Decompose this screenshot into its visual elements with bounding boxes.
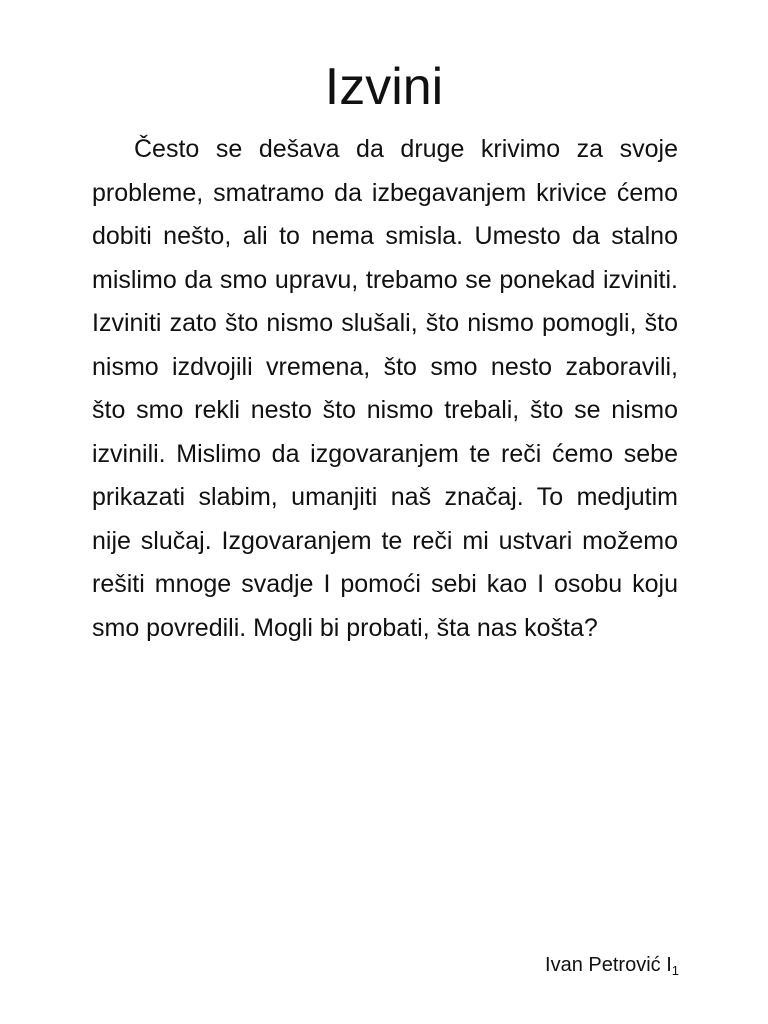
author-subscript: 1: [671, 963, 679, 978]
page-title: Izvini: [324, 58, 444, 116]
author-name: Ivan Petrović I: [545, 954, 672, 976]
body-paragraph: Često se dešava da druge krivimo za svoje probleme, smatramo da izbegavanjem krivice ćemo dobiti nešto, ali to nema smisla. Umesto da stalno mislimo da smo upravu, trebamo se ponekad izviniti. Izviniti zato što nismo slušali, što nismo pomogli, što nismo izdvojili vremena, što smo nesto zaboravili, što smo rekli nesto što nismo trebali, što se nismo izvinili. Mislimo da izgovaranjem te reči ćemo sebe prikazati slabim, umanjiti naš značaj. To medjutim nije slučaj. Izgovaranjem te reči mi ustvari možemo rešiti mnoge svadje I pomoći sebi kao I osobu koju smo povredili. Mogli bi probati, šta nas košta?: [92, 135, 678, 642]
author-signature: [545, 952, 679, 978]
